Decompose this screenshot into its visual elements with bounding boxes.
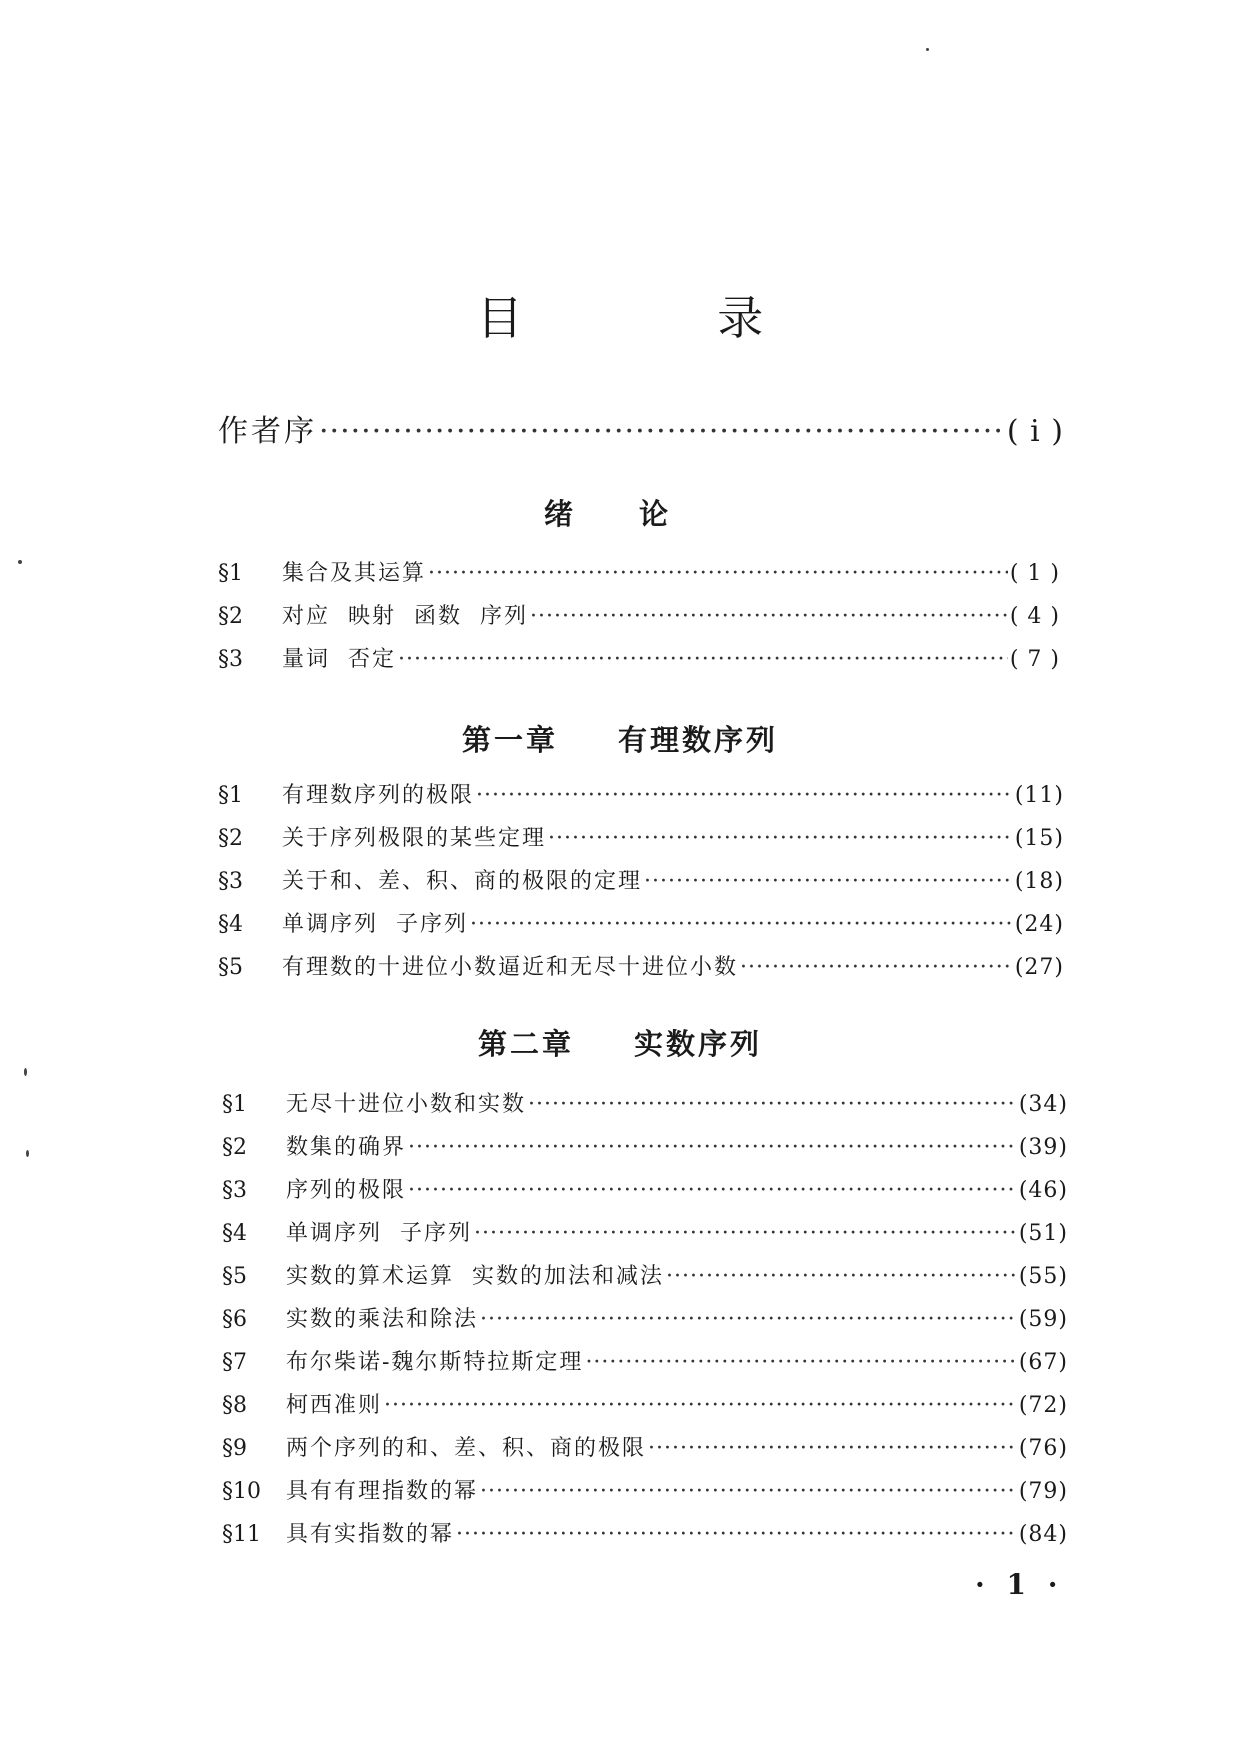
section-number: §4	[222, 1221, 247, 1246]
dot-leader	[480, 1307, 1017, 1332]
dot-leader	[585, 1350, 1016, 1375]
toc-entry-page: ( 7 )	[1009, 647, 1060, 672]
toc-entry[interactable]	[218, 778, 1064, 808]
toc-entry-page: (24)	[1014, 912, 1064, 937]
dot-leader	[648, 1436, 1017, 1461]
toc-entry-text: 集合及其运算	[282, 561, 427, 586]
chapter-heading-2	[0, 1022, 1240, 1063]
toc-entry-text: 实数的乘法和除法	[286, 1307, 479, 1332]
toc-entry-text: 布尔柴诺-魏尔斯特拉斯定理	[286, 1350, 584, 1375]
dot-leader	[666, 1264, 1017, 1289]
toc-entry[interactable]	[222, 1216, 1068, 1246]
toc-entry-text: 具有实指数的幂	[286, 1522, 455, 1547]
toc-entry[interactable]	[218, 821, 1064, 851]
chapter-label: 第二章	[477, 1027, 574, 1061]
toc-entry-preface[interactable]	[218, 406, 1064, 450]
toc-entry-page: (72)	[1018, 1393, 1068, 1418]
toc-entry-page: (39)	[1018, 1135, 1068, 1160]
section-number: §9	[222, 1436, 247, 1461]
dot-leader	[428, 561, 1008, 586]
toc-entry[interactable]	[222, 1388, 1068, 1418]
dot-leader	[470, 912, 1013, 937]
toc-entry[interactable]	[218, 864, 1064, 894]
toc-entry-text: 作者序	[218, 414, 317, 449]
section-number: §2	[222, 1135, 247, 1160]
section-number: §3	[218, 869, 243, 894]
toc-entry-page: (76)	[1018, 1436, 1068, 1461]
chapter-title: 实数序列	[634, 1027, 763, 1061]
toc-entry[interactable]	[222, 1517, 1068, 1547]
toc-entry-page: (11)	[1014, 783, 1064, 808]
dot-leader	[480, 1479, 1017, 1504]
chapter-label: 第一章	[461, 723, 558, 757]
toc-entry[interactable]	[218, 556, 1060, 586]
toc-entry[interactable]	[222, 1474, 1068, 1504]
toc-entry-page: (51)	[1018, 1221, 1068, 1246]
page-number: · 1 ·	[975, 1568, 1064, 1601]
toc-entry[interactable]	[222, 1431, 1068, 1461]
dot-leader	[740, 955, 1013, 980]
scan-speck	[26, 1150, 29, 1157]
chapter-heading-1	[0, 718, 1240, 759]
toc-entry[interactable]	[222, 1173, 1068, 1203]
dot-leader	[476, 783, 1013, 808]
dot-leader	[408, 1178, 1017, 1203]
toc-entry-page: ( 1 )	[1009, 561, 1060, 586]
toc-entry[interactable]	[222, 1302, 1068, 1332]
toc-entry-page: (79)	[1018, 1479, 1068, 1504]
toc-entry[interactable]	[218, 599, 1060, 629]
section-number: §2	[218, 604, 243, 629]
toc-entry-text: 序列的极限	[286, 1178, 407, 1203]
section-number: §3	[218, 647, 243, 672]
toc-entry-page: (46)	[1018, 1178, 1068, 1203]
scan-speck	[926, 48, 929, 51]
dot-leader	[398, 647, 1008, 672]
section-number: §1	[222, 1092, 247, 1117]
toc-entry-text: 柯西准则	[286, 1393, 383, 1418]
heading-text: 绪 论	[543, 497, 697, 531]
toc-entry-text: 有理数序列的极限	[282, 783, 475, 808]
toc-entry-page: (18)	[1014, 869, 1064, 894]
toc-entry-text: 实数的算术运算 实数的加法和减法	[286, 1264, 664, 1289]
toc-entry-text: 对应 映射 函数 序列	[282, 604, 528, 629]
page-title: 目 录	[476, 291, 854, 345]
dot-leader	[644, 869, 1013, 894]
section-number: §2	[218, 826, 243, 851]
toc-entry-text: 具有有理指数的幂	[286, 1479, 479, 1504]
toc-entry-text: 关于和、差、积、商的极限的定理	[282, 869, 643, 894]
toc-entry-page: (55)	[1018, 1264, 1068, 1289]
toc-entry-page: (84)	[1018, 1522, 1068, 1547]
toc-entry-text: 两个序列的和、差、积、商的极限	[286, 1436, 647, 1461]
toc-entry[interactable]	[222, 1345, 1068, 1375]
toc-entry-page: (59)	[1018, 1307, 1068, 1332]
toc-entry[interactable]	[222, 1087, 1068, 1117]
section-number: §4	[218, 912, 243, 937]
toc-entry-page: (15)	[1014, 826, 1064, 851]
chapter-title: 有理数序列	[618, 723, 779, 757]
dot-leader	[456, 1522, 1017, 1547]
section-number: §7	[222, 1350, 247, 1375]
toc-entry[interactable]	[218, 950, 1064, 980]
section-number: §6	[222, 1307, 247, 1332]
toc-entry[interactable]	[218, 642, 1060, 672]
dot-leader	[528, 1092, 1017, 1117]
toc-entry-page: (67)	[1018, 1350, 1068, 1375]
section-number: §1	[218, 783, 243, 808]
scan-speck	[24, 1068, 27, 1076]
toc-entry-text: 单调序列 子序列	[282, 912, 468, 937]
section-number: §10	[222, 1479, 261, 1504]
section-number: §8	[222, 1393, 247, 1418]
toc-entry-text: 关于序列极限的某些定理	[282, 826, 547, 851]
toc-entry-text: 量词 否定	[282, 647, 396, 672]
dot-leader	[319, 414, 1005, 449]
toc-entry-text: 单调序列 子序列	[286, 1221, 472, 1246]
toc-entry[interactable]	[222, 1259, 1068, 1289]
section-number: §1	[218, 561, 243, 586]
toc-entry-page: ( 4 )	[1009, 604, 1060, 629]
toc-entry-text: 无尽十进位小数和实数	[286, 1092, 527, 1117]
toc-entry[interactable]	[218, 907, 1064, 937]
toc-entry-page: (34)	[1018, 1092, 1068, 1117]
section-heading-intro	[0, 492, 1240, 533]
toc-entry-text: 数集的确界	[286, 1135, 407, 1160]
section-number: §5	[222, 1264, 247, 1289]
scan-speck	[18, 560, 22, 564]
dot-leader	[474, 1221, 1017, 1246]
dot-leader	[408, 1135, 1017, 1160]
dot-leader	[548, 826, 1013, 851]
toc-entry-text: 有理数的十进位小数逼近和无尽十进位小数	[282, 955, 739, 980]
toc-entry[interactable]	[222, 1130, 1068, 1160]
section-number: §5	[218, 955, 243, 980]
dot-leader	[530, 604, 1008, 629]
toc-entry-page: (27)	[1014, 955, 1064, 980]
section-number: §11	[222, 1522, 261, 1547]
section-number: §3	[222, 1178, 247, 1203]
toc-entry-page: ( i )	[1006, 414, 1064, 449]
dot-leader	[384, 1393, 1017, 1418]
